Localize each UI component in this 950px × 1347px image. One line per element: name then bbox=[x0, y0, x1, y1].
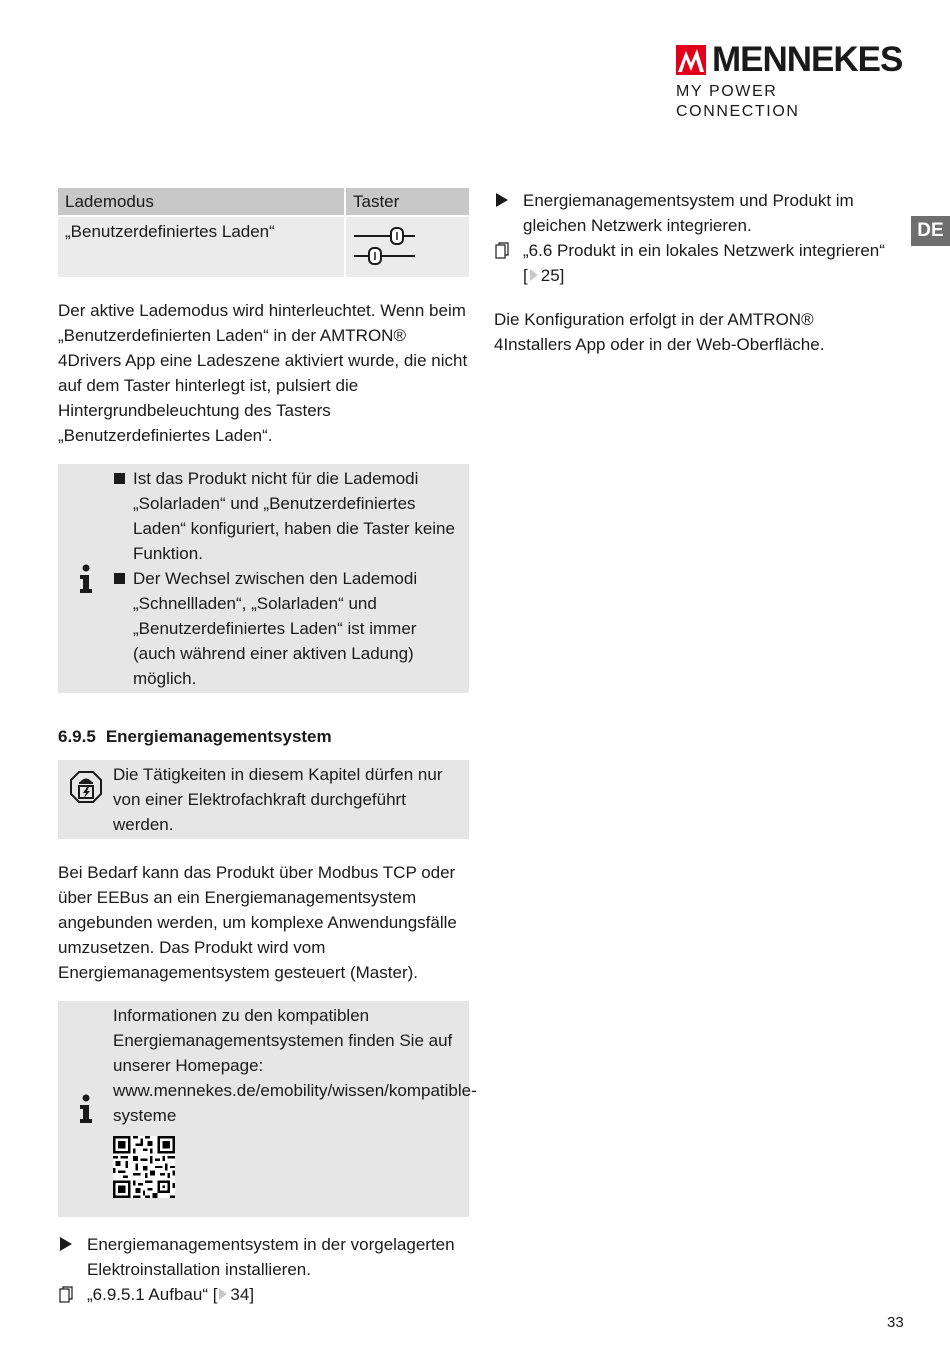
link-arrow-icon bbox=[219, 1288, 227, 1300]
info-box-modes bbox=[58, 464, 469, 693]
homepage-link[interactable]: www.mennekes.de/emobility/wissen/kompatible-systeme bbox=[113, 1081, 477, 1125]
paragraph-configuration: Die Konfiguration erfolgt in der AMTRON® 4Installers App oder in der Web-Oberfläche. bbox=[494, 310, 825, 354]
info-text: Informationen zu den kompatiblen Energiemanagementsystemen finden Sie auf unserer Homepage: bbox=[113, 1006, 453, 1075]
paragraph-active-mode: Der aktive Lademodus wird hinterleuchtet. Wenn beim „Benutzerdefinierten Laden“ in der AMTRON® 4Drivers App eine Ladeszene aktiviert wurde, die nicht auf dem Taster hinterlegt ist, pulsiert die Hintergrundbeleuchtung des Tasters „Benutzerdefiniertes Laden“. bbox=[58, 301, 468, 445]
action-arrow-icon bbox=[496, 193, 508, 207]
section-heading bbox=[58, 724, 469, 749]
info-icon bbox=[78, 1094, 94, 1124]
table-header-button: Taster bbox=[345, 188, 469, 216]
table-header-mode: Lademodus bbox=[58, 188, 345, 216]
brand-tagline: MY POWER CONNECTION bbox=[676, 83, 800, 120]
charging-mode-table bbox=[58, 188, 469, 277]
section-number: 6.9.5 bbox=[58, 727, 96, 746]
table-row bbox=[58, 216, 469, 277]
left-column bbox=[58, 188, 477, 1307]
mennekes-logo-icon bbox=[676, 45, 706, 75]
section-title: Energiemanagementsystem bbox=[105, 727, 332, 746]
brand-logo bbox=[676, 42, 906, 122]
document-icon bbox=[59, 1286, 73, 1303]
info-box-ems bbox=[58, 1001, 477, 1217]
action-arrow-icon bbox=[60, 1237, 72, 1251]
list-item: Der Wechsel zwischen den Lademodi „Schnellladen“, „Solarladen“ und „Benutzerdefiniertes Laden“ ist immer (auch während einer aktiven Ladung) möglich. bbox=[113, 566, 463, 691]
warning-box bbox=[58, 760, 469, 839]
page-number: 33 bbox=[887, 1314, 904, 1331]
paragraph-ems: Bei Bedarf kann das Produkt über Modbus TCP oder über EEBus an ein Energiemanagementsystem angebunden werden, um komplexe Anwendungsfälle umzusetzen. Das Produkt wird vom Energiemanagementsystem gesteuert (Master). bbox=[58, 863, 457, 982]
info-list bbox=[113, 466, 463, 691]
action-step: Energiemanagementsystem in der vorgelagerten Elektroinstallation installieren. bbox=[58, 1232, 469, 1282]
link-arrow-icon bbox=[530, 269, 538, 281]
list-item: Ist das Produkt nicht für die Lademodi „Solarladen“ und „Benutzerdefiniertes Laden“ konfiguriert, haben die Taster keine Funktion. bbox=[113, 466, 463, 566]
cross-reference[interactable]: „6.9.5.1 Aufbau“ [ 34] bbox=[58, 1282, 469, 1307]
language-tab: DE bbox=[911, 216, 950, 246]
qr-code[interactable] bbox=[113, 1136, 175, 1198]
sliders-icon bbox=[353, 224, 417, 268]
document-icon bbox=[495, 242, 509, 259]
table-cell-mode: „Benutzerdefiniertes Laden“ bbox=[58, 216, 345, 277]
action-step: Energiemanagementsystem und Produkt im gleichen Netzwerk integrieren. bbox=[494, 188, 894, 238]
table-cell-button bbox=[345, 216, 469, 277]
warning-text: Die Tätigkeiten in diesem Kapitel dürfen nur von einer Elektrofachkraft durchgeführt werden. bbox=[113, 765, 443, 834]
info-icon bbox=[78, 564, 94, 594]
brand-name: MENNEKES bbox=[712, 40, 903, 79]
right-column bbox=[494, 188, 894, 357]
cross-reference[interactable]: „6.6 Produkt in ein lokales Netzwerk integrieren“ [ 25] bbox=[494, 238, 894, 288]
electrician-icon bbox=[69, 770, 103, 804]
